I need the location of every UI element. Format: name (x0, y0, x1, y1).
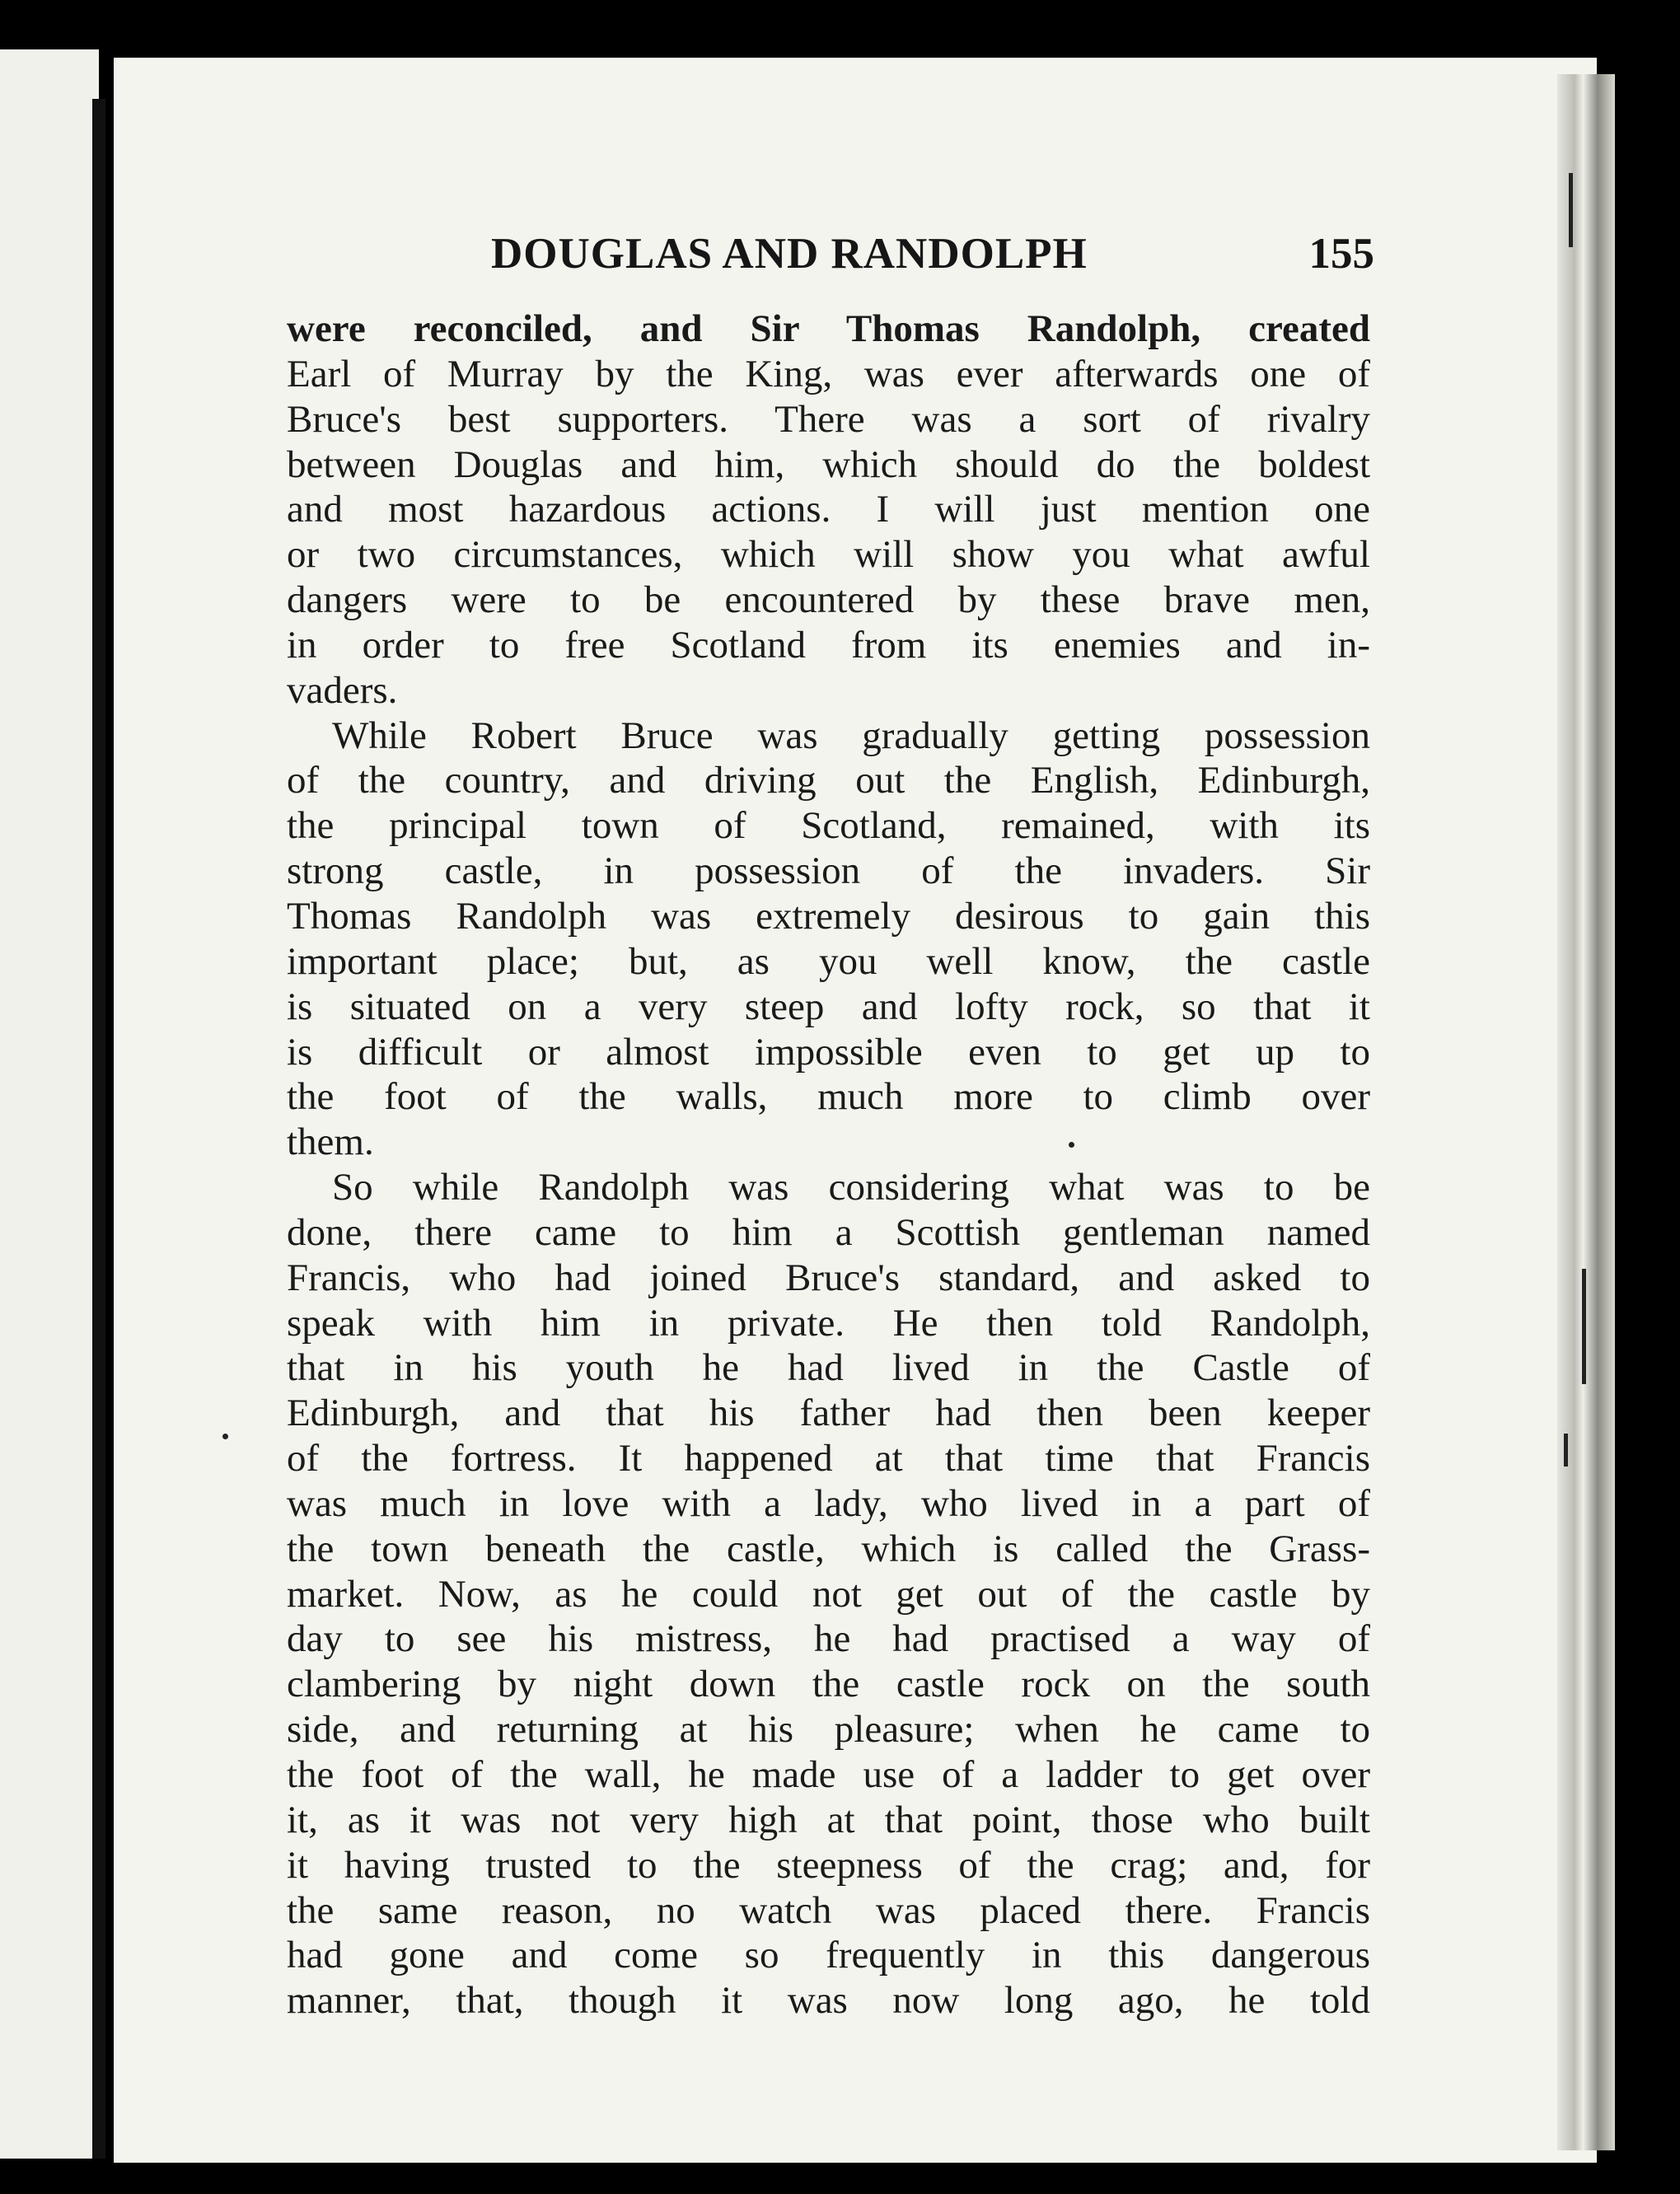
text-line: side, and returning at his pleasure; when he came to (287, 1708, 1370, 1752)
text-line: Edinburgh, and that his father had then been keeper (287, 1392, 1370, 1435)
text-line: market. Now, as he could not get out of the castle by (287, 1572, 1370, 1616)
page-stack-edge (1557, 74, 1615, 2150)
body-text (287, 306, 1370, 2023)
text-line: it, as it was not very high at that point, those who built (287, 1798, 1370, 1841)
text-line: and most hazardous actions. I will just mention one (287, 488, 1370, 531)
text-line: speak with him in private. He then told Randolph, (287, 1301, 1370, 1345)
text-line: that in his youth he had lived in the Castle of (287, 1346, 1370, 1390)
running-title: DOUGLAS AND RANDOLPH (491, 230, 1088, 278)
text-line: of the fortress. It happened at that time that Francis (287, 1437, 1370, 1481)
running-head (287, 229, 1383, 287)
edge-mark (1569, 173, 1573, 247)
text-line: were reconciled, and Sir Thomas Randolph, created (287, 307, 1370, 350)
text-line: manner, that, though it was now long ago, he told (287, 1979, 1370, 2023)
text-line: the same reason, no watch was placed there. Francis (287, 1888, 1370, 1932)
text-line: of the country, and driving out the English, Edinburgh, (287, 759, 1370, 802)
text-line: vaders. (287, 668, 398, 712)
text-line: between Douglas and him, which should do the boldest (287, 442, 1370, 486)
text-line: strong castle, in possession of the invaders. Sir (287, 849, 1370, 893)
text-line: Bruce's best supporters. There was a sort of rivalry (287, 397, 1370, 441)
edge-mark (1582, 1269, 1586, 1384)
ink-speck (1069, 1142, 1074, 1148)
text-line: or two circumstances, which will show you what awful (287, 533, 1370, 577)
text-line: important place; but, as you well know, the castle (287, 939, 1370, 983)
ink-speck (222, 1434, 228, 1439)
text-line: day to see his mistress, he had practised a way of (287, 1617, 1370, 1661)
text-line: done, there came to him a Scottish gentleman named (287, 1210, 1370, 1254)
text-line: it having trusted to the steepness of the crag; and, for (287, 1843, 1370, 1887)
gutter-shadow (92, 99, 105, 2159)
text-line: the principal town of Scotland, remained, with its (287, 804, 1370, 848)
text-line: was much in love with a lady, who lived in a part of (287, 1481, 1370, 1525)
text-line: Thomas Randolph was extremely desirous to gain this (287, 894, 1370, 938)
text-line: the town beneath the castle, which is called the Grass- (287, 1527, 1370, 1570)
text-line: Francis, who had joined Bruce's standard, and asked to (287, 1256, 1370, 1299)
text-line: the foot of the wall, he made use of a ladder to get over (287, 1753, 1370, 1796)
text-line: is situated on a very steep and lofty rock, so that it (287, 985, 1370, 1028)
edge-mark (1564, 1434, 1568, 1467)
text-line: So while Randolph was considering what was to be (332, 1166, 1370, 1209)
text-line: Earl of Murray by the King, was ever afterwards one of (287, 352, 1370, 395)
text-line: in order to free Scotland from its enemies and in- (287, 623, 1370, 667)
text-line: While Robert Bruce was gradually getting possession (332, 713, 1370, 757)
text-line: had gone and come so frequently in this dangerous (287, 1934, 1370, 1977)
text-line: them. (287, 1120, 374, 1164)
text-line: the foot of the walls, much more to climb over (287, 1075, 1370, 1119)
page-number: 155 (1308, 230, 1374, 278)
text-line: dangers were to be encountered by these brave men, (287, 578, 1370, 622)
facing-page-edge (0, 49, 99, 2159)
text-line: is difficult or almost impossible even to get up to (287, 1030, 1370, 1074)
text-line: clambering by night down the castle rock on the south (287, 1663, 1370, 1706)
